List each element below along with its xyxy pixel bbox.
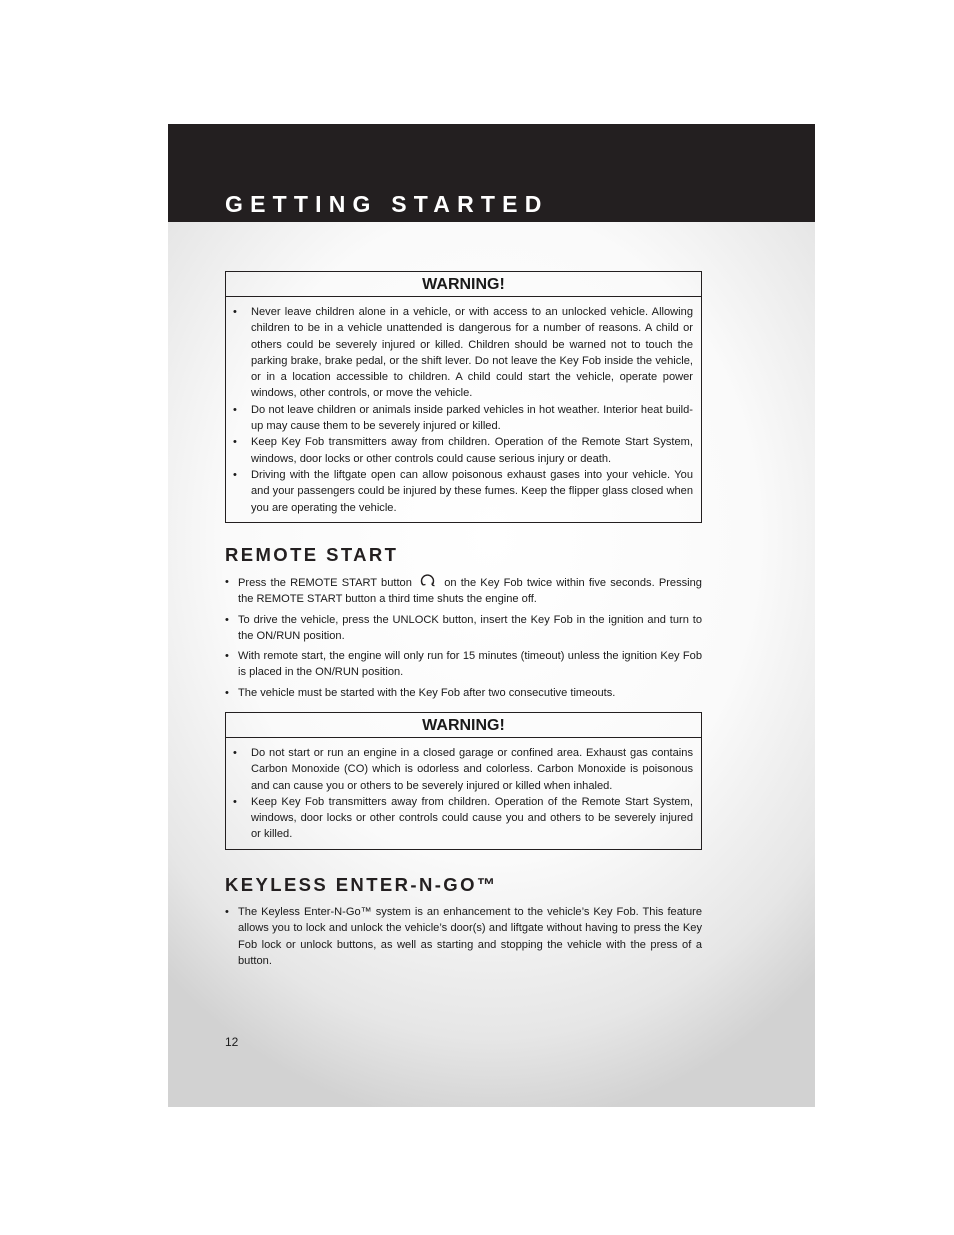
list-item: • The vehicle must be started with the Key Fob after two consecutive timeouts.: [238, 685, 702, 701]
list-item: • The Keyless Enter-N-Go™ system is an enhancement to the vehicle’s Key Fob. This feature allows you to lock and unlock the vehicle’s door(s) and liftgate without having to press the Key Fob lock or unlock buttons, as well as starting and stopping the vehicle with the press of a button.: [238, 904, 702, 969]
list-item-text: Press the REMOTE START button: [238, 577, 412, 589]
warning-item: • Keep Key Fob transmitters away from children. Operation of the Remote Start System, windows, door locks or other controls could cause you and others to be severely injured or killed.: [251, 794, 693, 843]
warning-item: • Never leave children alone in a vehicle, or with access to an unlocked vehicle. Allowing children to be in a vehicle unattended is dangerous for a number of reasons. A child or others could be severely injured or killed. Children should be warned not to touch the parking brake, brake pedal, or the shift lever. Do not leave the Key Fob inside the vehicle, or in a location accessible to children. A child could start the vehicle, operate power windows, other controls, or move the vehicle.: [251, 304, 693, 402]
warning-item: • Do not start or run an engine in a closed garage or confined area. Exhaust gas contains Carbon Monoxide (CO) which is odorless and colorless. Carbon Monoxide is poisonous and can cause you or others to be severely injured or killed when inhaled.: [251, 745, 693, 794]
remote-start-icon: [419, 574, 437, 588]
warning-heading: WARNING!: [226, 713, 701, 738]
keyless-list: [238, 904, 702, 973]
list-item-text: on the Key Fob twice within five seconds. Pressing the REMOTE START button a third time shuts the engine off.: [238, 577, 702, 606]
warning-list: [226, 297, 701, 522]
warning-item: • Do not leave children or animals inside parked vehicles in hot weather. Interior heat build-up may cause them to be severely injured or killed.: [251, 402, 693, 435]
list-item: • With remote start, the engine will only run for 15 minutes (timeout) unless the ignition Key Fob is placed in the ON/RUN position.: [238, 648, 702, 681]
list-item: • To drive the vehicle, press the UNLOCK button, insert the Key Fob in the ignition and turn to the ON/RUN position.: [238, 612, 702, 645]
warning-box-carbon-monoxide: [225, 712, 702, 850]
manual-page: [168, 124, 815, 1107]
remote-start-list: [238, 574, 702, 705]
warning-list: [226, 738, 701, 849]
section-title-remote-start: REMOTE START: [225, 544, 399, 565]
header-bar: [168, 124, 815, 222]
warning-item: • Keep Key Fob transmitters away from children. Operation of the Remote Start System, windows, door locks or other controls could cause serious injury or death.: [251, 434, 693, 467]
warning-heading: WARNING!: [226, 272, 701, 297]
warning-item: • Driving with the liftgate open can allow poisonous exhaust gases into your vehicle. You and your passengers could be injured by these fumes. Keep the flipper glass closed when you are operating the vehicle.: [251, 467, 693, 516]
page-title: GETTING STARTED: [225, 191, 549, 217]
list-item: [238, 574, 702, 608]
warning-box-children: [225, 271, 702, 523]
page-number: 12: [225, 1035, 239, 1049]
section-title-keyless: KEYLESS ENTER-N-GO™: [225, 874, 498, 895]
